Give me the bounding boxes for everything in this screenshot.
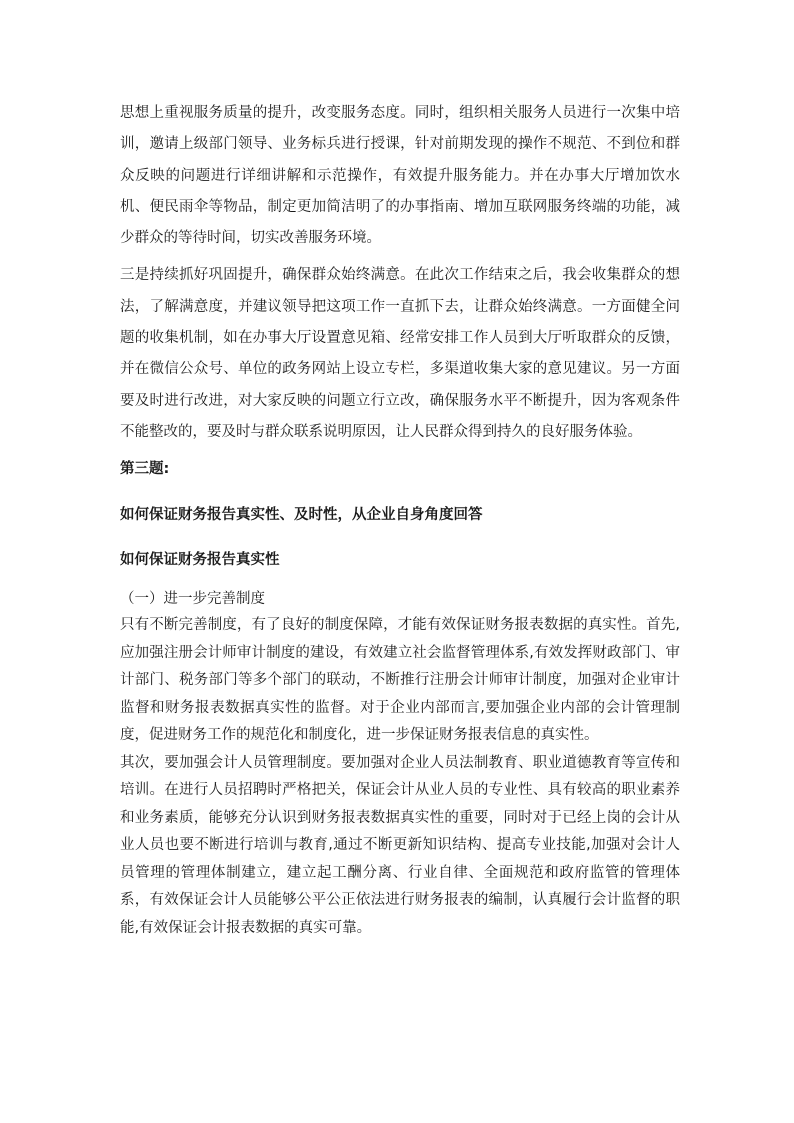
paragraph-continuous-improvement: 三是持续抓好巩固提升，确保群众始终满意。在此次工作结束之后，我会收集群众的想法，了解满意度，并建议领导把这项工作一直抓下去，让群众始终满意。一方面健全问题的收集机制，如在办事大厅设置意见箱、经常安排工作人员到大厅听取群众的反馈，并在微信公众号、单位的政务网站上设立专栏，多渠道收集大家的意见建议。另一方面要及时进行改进，对大家反映的问题立行立改，确保服务水平不断提升，因为客观条件不能整改的，要及时与群众联系说明原因，让人民群众得到持久的良好服务体验。 (120, 267, 680, 440)
heading-sub-question: 如何保证财务报告真实性 (120, 551, 280, 568)
paragraph-service-improvement: 思想上重视服务质量的提升，改变服务态度。同时，组织相关服务人员进行一次集中培训，邀请上级部门领导、业务标兵进行授课，针对前期发现的操作不规范、不到位和群众反映的问题进行详细讲解和示范操作，有效提升服务能力。并在办事大厅增加饮水机、便民雨伞等物品，制定更加简洁明了的办事指南、增加互联网服务终端的功能，减少群众的等待时间，切实改善服务环境。 (120, 105, 680, 247)
paragraph-accountant-management: 其次，要加强会计人员管理制度。要加强对企业人员法制教育、职业道德教育等宣传和培训。在进行人员招聘时严格把关，保证会计从业人员的专业性、具有较高的职业素养和业务素质，能够充分认识到财务报表数据真实性的重要，同时对于已经上岗的会计从业人员也要不断进行培训与教育,通过不断更新知识结构、提高专业技能,加强对会计人员管理的管理体制建立，建立起工酬分离、行业自律、全面规范和政府监管的管理体系，有效保证会计人员能够公平公正依法进行财务报表的编制，认真履行会计监督的职能,有效保证会计报表数据的真实可靠。 (120, 754, 680, 936)
section-item-improve-system: （一）进一步完善制度 (120, 591, 265, 608)
paragraph-improve-system: 只有不断完善制度，有了良好的制度保障，才能有效保证财务报表数据的真实性。首先,应加强注册会计师审计制度的建设，有效建立社会监督管理体系,有效发挥财政部门、审计部门、税务部门等多个部门的联动，不断推行注册会计师审计制度，加强对企业审计监督和财务报表数据真实性的监督。对于企业内部而言,要加强企业内部的会计管理制度，促进财务工作的规范化和制度化，进一步保证财务报表信息的真实性。 (120, 617, 680, 744)
heading-main-question: 如何保证财务报告真实性、及时性，从企业自身角度回答 (120, 506, 483, 523)
document-page (120, 98, 680, 942)
heading-question-three: 第三题: (120, 461, 170, 478)
